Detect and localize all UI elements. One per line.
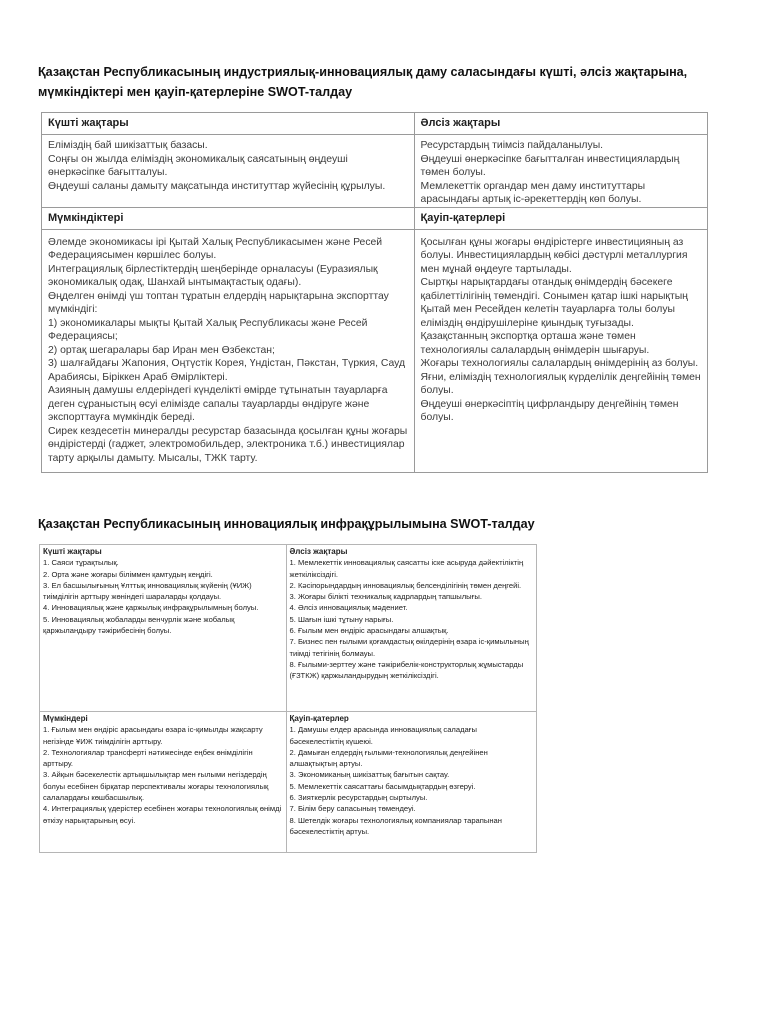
list-item: 6. Зияткерлік ресурстардың сыртылуы. <box>289 793 428 803</box>
opportunities-header: Мүмкіндіктері <box>42 207 415 229</box>
list-item: 8. Ғылыми-зерттеу және тәжірибелік-конструкторлық жұмыстарды (ҒЗТКЖ) қаржыландырудың жеткіліксіздігі. <box>289 659 524 681</box>
list-item: Қосылған құны жоғары өндірістерге инвестицияның аз болуы. Инвестициялардың көбісі дәстүрлі металлургия мен мұнай өңдеуге тартылады. <box>420 236 688 275</box>
list-item: 3) шалғайдағы Жапония, Оңтүстік Корея, Үндістан, Пәкстан, Түркия, Сауд Арабиясы, Біріккен Араб Әмірліктері. <box>48 358 406 383</box>
list-item: 2. Дамыған елдердің ғылыми-технологиялық деңгейінен алшақтықтың артуы. <box>289 747 488 769</box>
strengths-header: Күшті жақтары <box>43 547 102 556</box>
weaknesses-cell <box>286 545 537 712</box>
list-item: 1) экономикалары мықты Қытай Халық Республикасы және Ресей Федерациясы; <box>48 317 368 342</box>
list-item: Азияның дамушы елдеріндегі күнделікті өмірде тұтынатын тауарларға деген сұраныстың өсуі елімізде сапалы тауарларды өндіруге және экспорттауға мүмкіндік береді. <box>48 385 388 423</box>
opportunities-header: Мүмкіндері <box>43 714 88 723</box>
list-item: 5. Шағын ішкі тұтыну нарығы. <box>289 614 394 624</box>
list-item: 6. Ғылым мен өндіріс арасындағы алшақтық. <box>289 626 449 636</box>
section1-title: Қазақстан Республикасының индустриялық-инновациялық даму саласындағы күшті, әлсіз жақтарына, мүмкіндіктері мен қауіп-қатерлеріне SWOT-талдау <box>38 65 688 99</box>
swot-table-industrial <box>41 112 708 473</box>
list-item: Интеграциялық бірлестіктердің шеңберінде орналасуы (Еуразиялық экономикалық одақ, Шанхай ынтымақтастық одағы). <box>48 263 378 288</box>
list-item: Өңдеуші өнеркәсіптің цифрландыру деңгейінің төмен болуы. <box>420 398 679 423</box>
list-item: 2. Технологиялар трансферті нәтижесінде еңбек өнімділігін арттыру. <box>43 747 253 769</box>
list-item: 7. Бизнес пен ғылыми қоғамдастық өкілдерінің өзара іс-қимылының тиімді тетігінің болмауы. <box>289 637 529 658</box>
list-item: Әлемде экономикасы ірі Қытай Халық Республикасымен және Ресей Федерациясымен көршілес болуы. <box>48 236 383 261</box>
list-item: 3. Ел басшылығының Ұлттық инновациялық жүйенің (ҰИЖ) тиімділігін арттыру жөніндегі шараларды қолдауы. <box>43 580 252 602</box>
list-item: 2. Кәсіпорындардың инновациялық белсенділігінің төмен деңгейі. <box>289 580 522 590</box>
list-item: Мемлекеттік органдар мен даму институттары арасындағы артық іс-әрекеттердің көп болуы. <box>420 180 646 205</box>
list-item: Ресурстардың тиімсіз пайдаланылуы. <box>420 140 604 151</box>
list-item: Сирек кездесетін минералды ресурстар базасында қосылған құны жоғары өндірістерді (гаджет, электромобильдер, электроника т.б.) инвестициялар тарту арқылы дамыту. Мысалы, ТЖК тарту. <box>48 425 408 464</box>
opportunities-cell <box>40 712 287 853</box>
list-item: 1. Мемлекеттік инновациялық саясатты іске асыруда дәйектіліктің жеткіліксіздігі. <box>289 558 524 579</box>
list-item: Сыртқы нарықтардағы отандық өнімдердің бәсекеге қабілеттілігінің төмендігі. Сонымен қатар ішкі нарықтың Қытай мен Ресейден келетін тауарларға толы болуы еліміздің өндірушілеріне қиындық туғызады. <box>420 277 688 329</box>
list-item: 7. Білім беру сапасының төмендеуі. <box>289 804 416 814</box>
list-item: 4. Инновациялық және қаржылық инфрақұрылымның болуы. <box>43 603 259 613</box>
list-item: 5. Инновациялық жобаларды венчурлік және жобалық қаржыландыру тәжірибесінің болуы. <box>43 614 235 636</box>
list-item: Еліміздің бай шикізаттық базасы. <box>48 140 208 151</box>
list-item: 4. Әлсіз инновациялық мәдениет. <box>289 603 408 613</box>
list-item: 8. Шетелдік жоғары технологиялық компаниялар тарапынан бәсекелестіктің артуы. <box>289 815 502 836</box>
swot-table-innovation <box>39 544 537 853</box>
list-item: 1. Ғылым мен өндіріс арасындағы өзара іс-қимылды жақсарту негізінде ҰИЖ тиімділігін арттыру. <box>43 725 263 746</box>
threats-header: Қауіп-қатерлер <box>289 714 349 723</box>
threats-cell <box>414 229 707 472</box>
list-item: Соңғы он жылда еліміздің экономикалық саясатының өңдеуші өнеркәсіпке бағытталуы. <box>48 153 348 178</box>
list-item: Өңдеуші саланы дамыту мақсатында институттар жүйесінің құрылуы. <box>48 180 386 192</box>
threats-header: Қауіп-қатерлері <box>414 207 707 229</box>
list-item: Жоғары технологиялы салалардың өнімдерінің аз болуы. Яғни, еліміздің технологиялық күрделілік деңгейінің төмен болуы. <box>420 358 701 396</box>
list-item: 1. Дамушы елдер арасында инновациялық саладағы бәсекелестіктің күшеюі. <box>289 725 477 746</box>
list-item: 1. Саяси тұрақтылық. <box>43 558 119 568</box>
list-item: 3. Экономиканың шикізаттық бағытын сақтау. <box>289 770 450 780</box>
strengths-cell <box>42 135 415 208</box>
weaknesses-header: Әлсіз жақтары <box>289 547 348 556</box>
strengths-header: Күшті жақтары <box>42 113 415 135</box>
weaknesses-cell <box>414 135 707 208</box>
list-item: 3. Жоғары білікті техникалық кадрлардың тапшылығы. <box>289 592 482 602</box>
weaknesses-header: Әлсіз жақтары <box>414 113 707 135</box>
list-item: 2) ортақ шегаралары бар Иран мен Өзбекстан; <box>48 344 275 356</box>
strengths-cell <box>40 545 287 712</box>
list-item: 4. Интеграциялық үдерістер есебінен жоғары технологиялық өнімді өткізу нарықтарының өсуі. <box>43 804 282 825</box>
list-item: Өңдеуші өнеркәсіпке бағытталған инвестициялардың төмен болуы. <box>420 153 680 178</box>
list-item: Қазақстанның экспортқа орташа және төмен технологиялы салалардың өнімдерін шығаруы. <box>420 331 650 356</box>
threats-cell <box>286 712 537 853</box>
list-item: 3. Айқын бәсекелестік артықшылықтар мен ғылыми негіздердің болуы есебінен бірқатар перспективалы жоғары технологиялық салалардағы көшбасшылық. <box>43 770 269 803</box>
list-item: Өңделген өнімді үш топтан тұратын елдердің нарықтарына экспорттау мүмкіндігі: <box>48 290 389 315</box>
list-item: 2. Орта және жоғары біліммен қамтудың кеңдігі. <box>43 569 213 579</box>
list-item: 5. Мемлекеттік саясаттағы басымдықтардың өзгеруі. <box>289 781 476 791</box>
section2-title: Қазақстан Республикасының инновациялық инфрақұрылымына SWOT-талдау <box>38 517 535 531</box>
opportunities-cell <box>42 229 415 472</box>
